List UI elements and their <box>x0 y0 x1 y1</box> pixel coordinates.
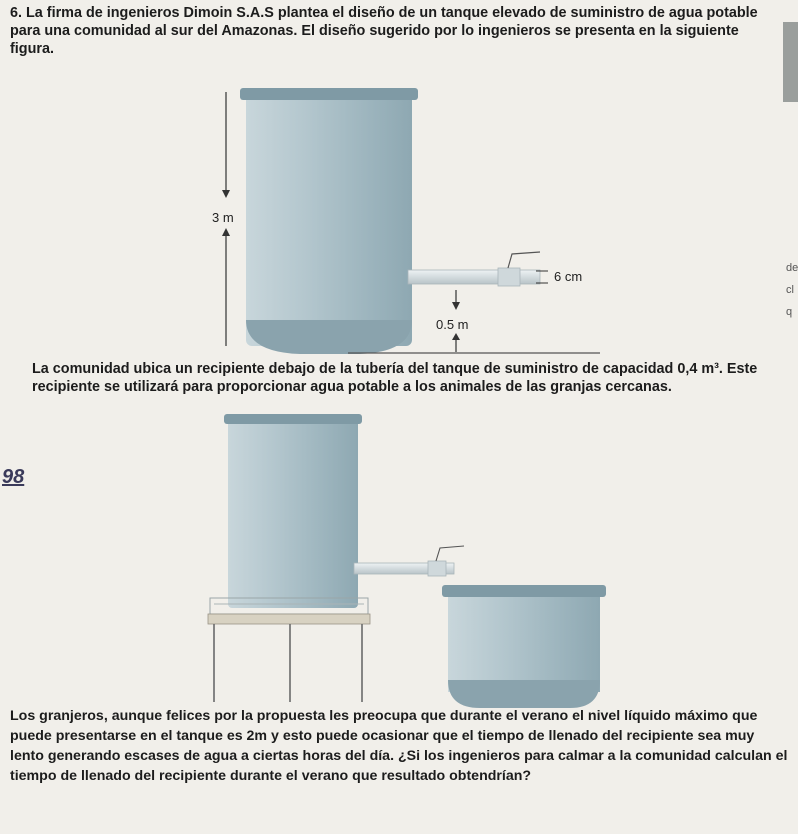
valve <box>498 268 520 286</box>
valve-handle <box>508 252 540 268</box>
tank-body <box>246 94 412 346</box>
figure-2-tank-and-container <box>208 414 606 708</box>
container-bottom <box>448 680 600 708</box>
figure-1-elevated-tank <box>212 88 600 354</box>
container-rim <box>442 585 606 597</box>
tank-lid <box>240 88 418 100</box>
height-arrow-down <box>222 190 230 198</box>
margin-note: cl <box>786 284 794 296</box>
question-text: 6. La firma de ingenieros Dimoin S.A.S plantea el diseño de un tanque elevado de suministro de agua potable para una comunidad al sur del Amazonas. El diseño sugerido por lo ingenieros se presenta en la siguiente figura. <box>10 5 758 57</box>
valve-handle <box>436 546 464 561</box>
pipe-diameter-label: 6 cm <box>554 269 583 284</box>
platform-deck <box>208 614 370 624</box>
margin-note: q <box>786 306 793 318</box>
problem-question-text: Los granjeros, aunque felices por la propuesta les preocupa que durante el verano el nivel líquido máximo que puede presentarse en el tanque es 2m y esto puede ocasionar que el tiempo de llenado del recipiente sea muy lento generando escases de agua a ciertas horas del día. ¿Si los ingenieros para calmar a la comunidad calculan el tiempo de llenado del recipiente durante el verano que resultado obtendrían? <box>10 708 788 784</box>
tank-lid <box>224 414 362 424</box>
height-label: 3 m <box>212 210 234 225</box>
container-description-text: La comunidad ubica un recipiente debajo de la tubería del tanque de suministro de capacidad 0,4 m³. Este recipiente se utilizará para proporcionar agua potable a los animales de las granjas cercanas. <box>32 361 758 395</box>
margin-note: de <box>786 262 798 274</box>
height-arrow-up <box>222 228 230 236</box>
container-body <box>448 592 600 692</box>
pipe-height-arrow-up <box>452 333 460 340</box>
pipe-height-arrow-down <box>452 302 460 310</box>
pipe-height-label: 0.5 m <box>436 317 469 332</box>
tank-bottom <box>246 320 412 354</box>
valve <box>428 561 446 576</box>
tank-body <box>228 418 358 608</box>
page-number: 98 <box>2 466 25 488</box>
